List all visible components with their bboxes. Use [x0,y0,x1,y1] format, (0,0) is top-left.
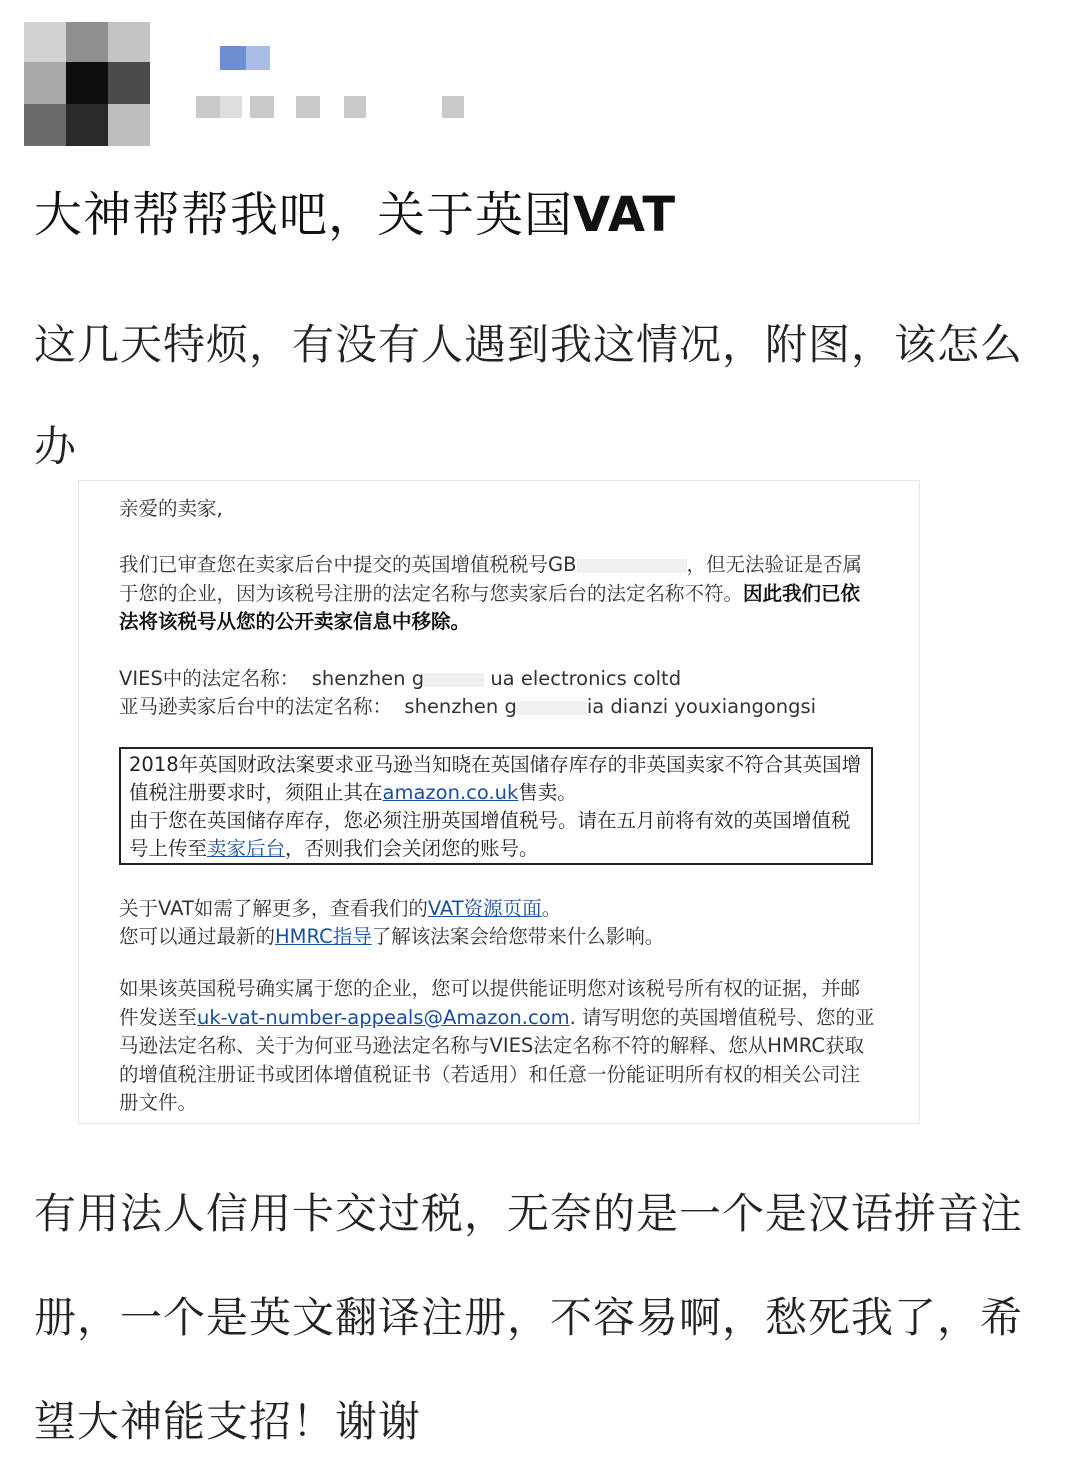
email-amazon-name: 亚马逊卖家后台中的法定名称： shenzhen g ia dianzi youxiangongsi [119,695,817,718]
email-appeal-instructions: 如果该英国税号确实属于您的企业，您可以提供能证明您对该税号所有权的证据，并邮件发送至uk-vat-number-appeals@Amazon.com. 请写明您的英国增值税号、您的亚马逊法定名称、关于为何亚马逊法定名称与VIES法定名称不符的解释、您从HMRC获取的增值税注册证书或团体增值税证书（若适用）和任意一份能证明所有权的相关公司注册文件。 [119,977,875,1114]
avatar[interactable] [24,22,150,146]
post-meta-redacted [196,96,476,118]
email-vies-name: VIES中的法定名称： shenzhen g ua electronics coltd [119,667,682,690]
email-hmrc-info: 您可以通过最新的HMRC指导了解该法案会给您带来什么影响。 [119,925,665,948]
post-intro: 这几天特烦，有没有人遇到我这情况，附图，该怎么办 [34,320,1024,471]
seller-central-link[interactable]: 卖家后台 [207,837,286,860]
email-paragraph-vat-removed: 我们已审查您在卖家后台中提交的英国增值税税号GB ，但无法验证是否属于您的企业，因为该税号注册的法定名称与您卖家后台的法定名称不符。因此我们已依法将该税号从您的公开卖家信息中移除。 [119,553,863,633]
email-finance-act-notice: 2018年英国财政法案要求亚马逊当知晓在英国储存库存的非英国卖家不符合其英国增值税注册要求时，须阻止其在amazon.co.uk售卖。 由于您在英国储存库存，您必须注册英国增值税号。请在五月前将有效的英国增值税号上传至卖家后台，否则我们会关闭您的账号。 [119,747,873,865]
email-greeting: 亲爱的卖家, [119,497,223,520]
hmrc-guide-link[interactable]: HMRC指导 [275,925,372,948]
post-footer-text: 有用法人信用卡交过税，无奈的是一个是汉语拼音注册，一个是英文翻译注册，不容易啊，愁死我了，希望大神能支招！谢谢 [34,1189,1024,1446]
vat-resources-link[interactable]: VAT资源页面 [427,897,542,920]
username-redacted[interactable] [220,46,270,70]
email-vat-info: 关于VAT如需了解更多，查看我们的VAT资源页面。 [119,897,562,920]
amazon-uk-link[interactable]: amazon.co.uk [382,781,519,804]
appeal-email-link[interactable]: uk-vat-number-appeals@Amazon.com [197,1005,570,1029]
post-title: 大神帮帮我吧，关于英国VAT [34,187,677,243]
email-screenshot [78,480,920,1124]
email-removal-notice: 因此我们已依法将该税号从您的公开卖家信息中移除。 [119,581,861,633]
